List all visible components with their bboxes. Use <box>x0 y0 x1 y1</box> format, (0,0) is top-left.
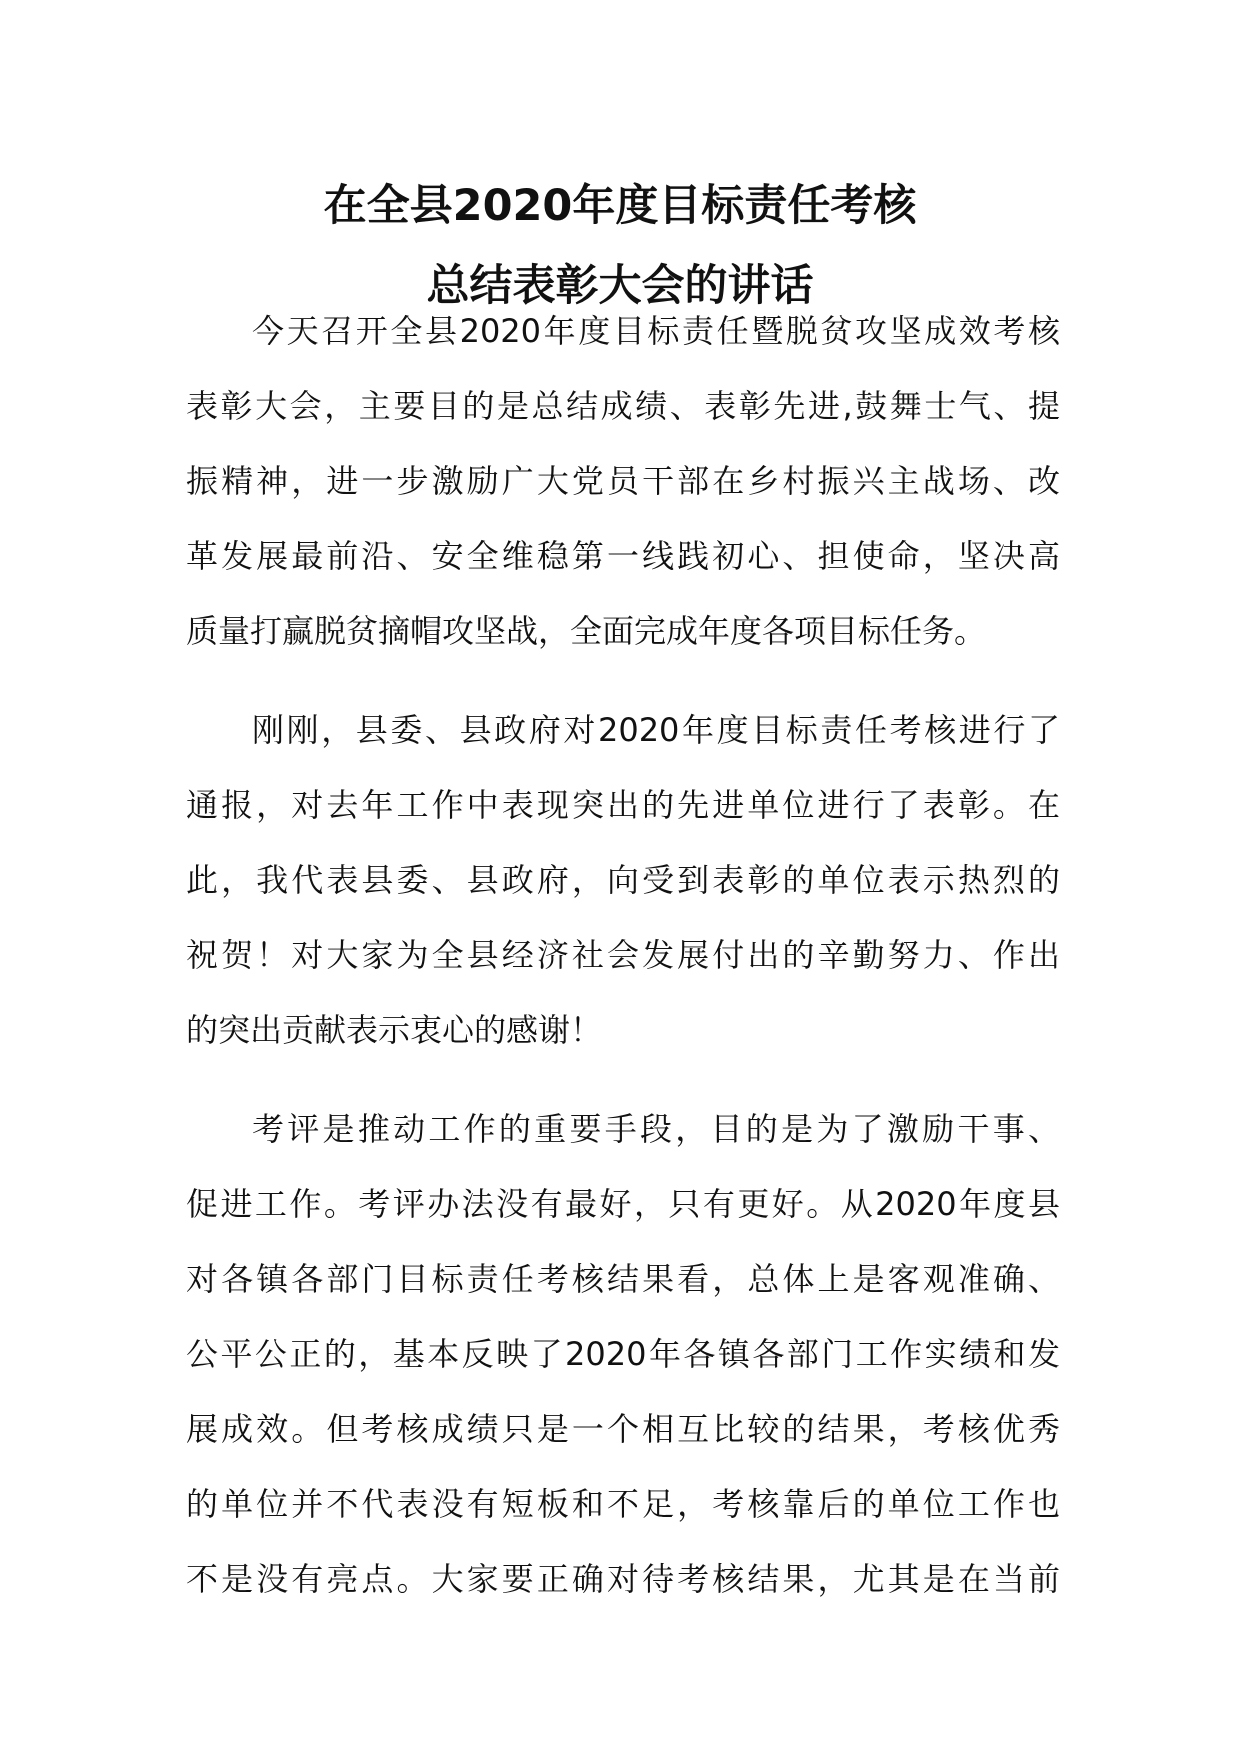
text-line: 通报，对去年工作中表现突出的先进单位进行了表彰。在 <box>186 786 1060 824</box>
text-line: 公平公正的，基本反映了2020年各镇各部门工作实绩和发 <box>186 1335 1060 1373</box>
text-line: 促进工作。考评办法没有最好，只有更好。从2020年度县 <box>186 1185 1060 1223</box>
text-line: 考评是推动工作的重要手段，目的是为了激励干事、 <box>252 1110 1060 1148</box>
title-line-1: 在全县2020年度目标责任考核 <box>323 181 917 231</box>
text-line: 的单位并不代表没有短板和不足，考核靠后的单位工作也 <box>186 1485 1060 1523</box>
text-line: 对各镇各部门目标责任考核结果看，总体上是客观准确、 <box>186 1260 1060 1298</box>
text-line: 今天召开全县2020年度目标责任暨脱贫攻坚成效考核 <box>252 312 1060 350</box>
text-line: 革发展最前沿、安全维稳第一线践初心、担使命，坚决高 <box>186 537 1060 575</box>
text-line: 展成效。但考核成绩只是一个相互比较的结果，考核优秀 <box>186 1410 1060 1448</box>
paragraph-1 <box>186 294 1060 669</box>
title-line-2: 总结表彰大会的讲话 <box>426 261 814 311</box>
text-line: 表彰大会，主要目的是总结成绩、表彰先进,鼓舞士气、提 <box>186 387 1060 425</box>
paragraph-3 <box>186 1092 1060 1617</box>
text-line: 不是没有亮点。大家要正确对待考核结果，尤其是在当前 <box>186 1560 1060 1598</box>
text-line: 质量打赢脱贫摘帽攻坚战，全面完成年度各项目标任务。 <box>186 612 987 650</box>
text-line: 的突出贡献表示衷心的感谢！ <box>186 1011 603 1049</box>
document-body <box>186 294 1060 1641</box>
text-line: 此，我代表县委、县政府，向受到表彰的单位表示热烈的 <box>186 861 1060 899</box>
paragraph-2 <box>186 693 1060 1068</box>
text-line: 祝贺！对大家为全县经济社会发展付出的辛勤努力、作出 <box>186 936 1060 974</box>
text-line: 振精神，进一步激励广大党员干部在乡村振兴主战场、改 <box>186 462 1060 500</box>
text-line: 刚刚，县委、县政府对2020年度目标责任考核进行了 <box>252 711 1060 749</box>
